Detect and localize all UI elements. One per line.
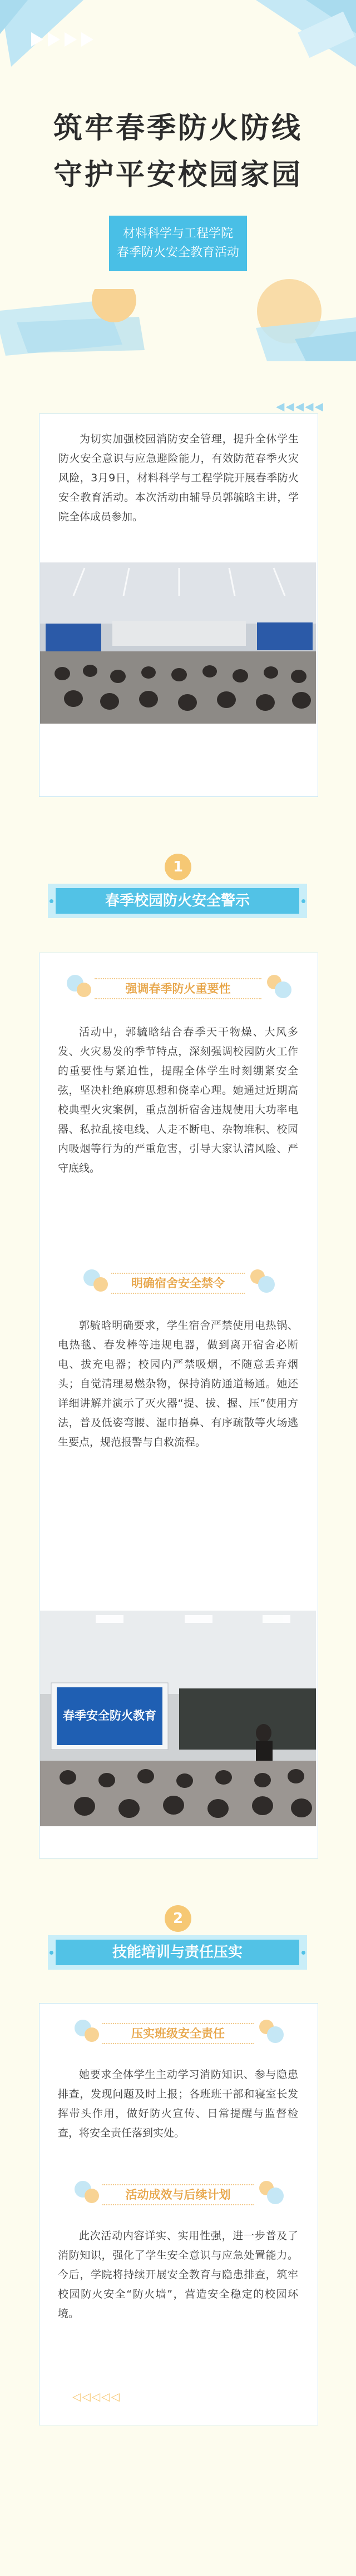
section-title-bar <box>48 884 307 918</box>
subheading <box>0 974 356 1001</box>
subheading-label: 强调春季防火重要性 <box>95 978 261 999</box>
main-title-line1: 筑牢春季防火防线 <box>53 112 303 145</box>
header-banner <box>0 0 356 361</box>
decor-shapes-top-right <box>189 0 356 89</box>
arrow-decor-icon: ◁◁◁◁◁ <box>72 2390 121 2403</box>
subheading <box>0 1268 356 1296</box>
circle-decor-icon <box>93 1277 108 1292</box>
section-title: 春季校园防火安全警示 <box>56 888 299 914</box>
subheading-label: 压实班级安全责任 <box>102 2023 254 2044</box>
subheading <box>0 2019 356 2046</box>
circle-decor-icon <box>267 2188 284 2204</box>
classroom-photo <box>40 1611 316 1826</box>
section-number-badge: 2 <box>165 1905 191 1932</box>
dot-icon <box>301 1951 305 1955</box>
screen-caption: 春季安全防火教育 <box>63 1709 156 1722</box>
section2-paragraph1: 她要求全体学生主动学习消防知识、参与隐患排查，发现问题及时上报；各班班干部和寝室长发挥带头作用，做好防火宣传、日常提醒与监督检查，将安全责任落到实处。 <box>58 2069 298 2139</box>
subheading <box>0 2180 356 2208</box>
main-title-line2: 守护平安校园家园 <box>53 158 303 192</box>
circle-decor-icon <box>85 2189 99 2203</box>
circle-decor-icon <box>275 981 291 998</box>
subheading-label: 明确宿舍安全禁令 <box>111 1273 245 1294</box>
section1-paragraph2: 郭毓晗明确要求，学生宿舍严禁使用电热锅、电热毯、春发棒等违规电器，做到离开宿舍必断电、拔充电器；校园内严禁吸烟，不随意丢弃烟头；自觉清理易燃杂物，保持消防通道畅通。她还详细讲解并演示了灭火器“提、拔、握、压”使用方法，普及低姿弯腰、湿巾捂鼻、有序疏散等火场逃生要点，规范报警与自救流程。 <box>58 1319 298 1448</box>
subtitle-line2: 春季防火安全教育活动 <box>116 246 239 260</box>
play-arrow-icon <box>65 32 77 47</box>
section1-paragraph1: 活动中，郭毓晗结合春季天干物燥、大风多发、火灾易发的季节特点，深刻强调校园防火工作的重要性与紧迫性，提醒全体学生时刻绷紧安全弦，坚决杜绝麻痹思想和侥幸心理。她通过近期高校典型火灾案例，重点剖析宿舍违规使用大功率电器、私拉乱接电线、人走不断电、杂物堆积、校园内吸烟等行为的严重危害，引导大家认清风险、严守底线。 <box>58 1026 298 1174</box>
subtitle-box <box>109 216 247 271</box>
circle-decor-icon <box>267 2026 284 2043</box>
subheading-label: 活动成效与后续计划 <box>102 2184 254 2205</box>
decor-shapes-bottom-right <box>222 278 356 361</box>
circle-decor-icon <box>85 2027 99 2042</box>
subtitle-line1: 材料科学与工程学院 <box>122 227 233 241</box>
circle-decor-icon <box>258 1276 275 1293</box>
section-title: 技能培训与责任压实 <box>56 1940 299 1965</box>
arrow-decor-icon: ◀◀◀◀◀ <box>276 400 324 413</box>
dot-icon <box>50 1951 53 1955</box>
section2-paragraph2: 此次活动内容详实、实用性强，进一步普及了消防知识，强化了学生安全意识与应急处置能力。今后，学院将持续开展安全教育与隐患排查，筑牢校园防火安全“防火墙”，营造安全稳定的校园环境。 <box>58 2230 298 2320</box>
section-title-bar <box>48 1935 307 1970</box>
play-arrow-icon <box>31 32 43 47</box>
circle-decor-icon <box>77 983 91 997</box>
intro-paragraph: 为切实加强校园消防安全管理，提升全体学生防火安全意识与应急避险能力，有效防范春季火灾风险，3月9日，材料科学与工程学院开展春季防火安全教育活动。本次活动由辅导员郭毓晗主讲，学院全体成员参加。 <box>58 433 299 523</box>
dot-icon <box>301 899 305 903</box>
lecture-hall-photo <box>40 562 316 724</box>
decor-shapes-bottom-left <box>0 289 150 361</box>
dot-icon <box>50 899 53 903</box>
section-number-badge: 1 <box>165 854 191 880</box>
play-arrow-icon <box>81 32 93 47</box>
play-arrow-icon <box>48 32 60 47</box>
